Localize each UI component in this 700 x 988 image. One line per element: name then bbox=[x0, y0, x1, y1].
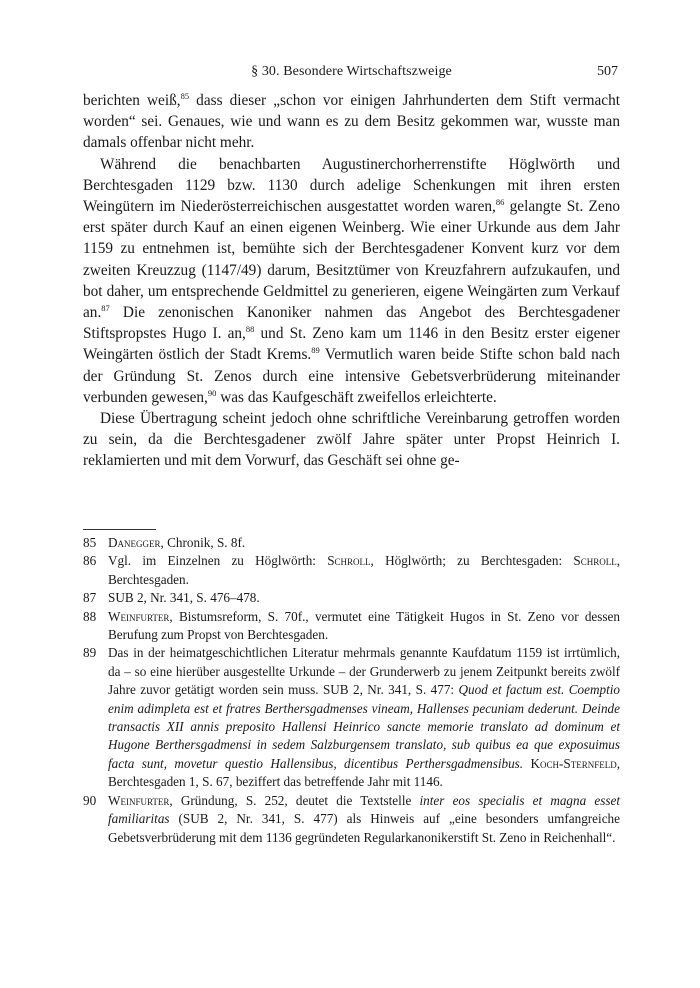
footnote-reference[interactable]: 90 bbox=[207, 387, 217, 398]
footnote-reference[interactable]: 85 bbox=[180, 91, 190, 101]
author-name: Schroll bbox=[573, 553, 617, 569]
footnotes bbox=[83, 534, 620, 847]
latin-quote: inter eos specialis et magna esset familiaritas bbox=[108, 792, 621, 827]
author-name: Koch-Sternfeld bbox=[530, 755, 617, 771]
footnote-number: 89 bbox=[83, 645, 97, 661]
footnote bbox=[83, 608, 620, 645]
main-text bbox=[83, 90, 620, 472]
footnote bbox=[83, 534, 620, 552]
footnote-number: 86 bbox=[83, 553, 97, 569]
footnote-text: Danegger, Chronik, S. 8f. bbox=[108, 535, 246, 550]
running-title: § 30. Besondere Wirtschaftszweige bbox=[251, 64, 452, 79]
footnote-reference[interactable]: 88 bbox=[245, 324, 255, 335]
footnote-reference[interactable]: 87 bbox=[101, 303, 110, 314]
paragraph: Während die benachbarten Augustinerchorherrenstifte Höglwörth und Berchtesgaden 1129 bzw. 1130 durch adelige Schenkungen mit ihren ersten Weingütern im Niederösterreichischen ausgestattet worden waren,$^{86}$ gelangte St. Zeno erst später durch Kauf an einen eigenen Weinberg. Wie einer Urkunde aus dem Jahr 1159 zu entnehmen ist, bemühte sich der Berchtesgadener Konvent kurz vor dem zweiten Kreuzzug (1147/49) darum, Besitztümer von Kreuzfahrern aufzukaufen, und bot daher, um entsprechende Geldmittel zu generieren, eigene Weingärten zum Verkauf an.$^{87}$ Die zenonischen Kanoniker nahmen das Angebot des Berchtesgadener Stiftspropstes Hugo I. an,$^{88}$ und St. Zeno kam um 1146 in den Besitz erster eigener Weingärten östlich der Stadt Krems.$^{89}$ Vermutlich waren beide Stifte schon bald nach der Gründung St. Zenos durch eine intensive Gebetsverbrüderung miteinander verbunden gewesen,$^{90}$ was das Kaufgeschäft zweifellos erleichterte. bbox=[83, 155, 620, 406]
footnote-text: SUB 2, Nr. 341, S. 476–478. bbox=[108, 590, 260, 606]
footnote-reference[interactable]: 89 bbox=[311, 345, 320, 356]
footnote bbox=[83, 589, 620, 607]
footnote bbox=[83, 644, 620, 791]
footnote-number: 85 bbox=[83, 535, 97, 550]
paragraph: Diese Übertragung scheint jedoch ohne schriftliche Vereinbarung getroffen worden zu sein, da die Berchtesgadener zwölf Jahre später unter Propst Heinrich I. reklamierten und mit dem Vorwurf, das Geschäft sei ohne ge- bbox=[83, 410, 620, 470]
footnote-number: 87 bbox=[83, 590, 97, 606]
latin-quote: Quod et factum est. Coemptio enim adimpleta est et fratres Berthersgadmenses vineam, Hallenses pecuniam dederunt. Deinde transactis XII annis preposito Hallensi Heinrico sancte memorie translato ad dominum et Hugone Berthersgadmensi in sedem Salzburgensem translato, sub quibus ea que exposuimus facta sunt, movetur questio Hallensibus, dicentibus Perthersgadmensibus. bbox=[108, 682, 620, 771]
author-name: Weinfurter bbox=[108, 792, 170, 808]
footnote-text: Weinfurter, Gründung, S. 252, deutet die Textstelle inter eos specialis et magna esset familiaritas (SUB 2, Nr. 341, S. 477) als Hinweis auf „eine besonders umfangreiche Gebetsverbrüderung mit dem 1136 gegründeten Regularkanonikerstift St. Zeno in Reichenhall“. bbox=[108, 792, 621, 845]
footnote-text: Vgl. im Einzelnen zu Höglwörth: Schroll, Höglwörth; zu Berchtesgaden: Schroll, Berchtesgaden. bbox=[108, 553, 620, 587]
running-header bbox=[83, 64, 620, 82]
footnote-text: Das in der heimatgeschichtlichen Literatur mehrmals genannte Kaufdatum 1159 ist irrtümlich, da – so eine hierüber ausgestellte Urkunde – der Grunderwerb zu jenem Zeitpunkt bereits zwölf Jahre zuvor getätigt worden sein muss. SUB 2, Nr. 341, S. 477: Quod et factum est. Coemptio enim adimpleta est et fratres Berthersgadmenses vineam, Hallenses pecuniam dederunt. Deinde transactis XII annis preposito Hallensi Heinrico sancte memorie translato ad dominum et Hugone Berthersgadmensi in sedem Salzburgensem translato, sub quibus ea que exposuimus facta sunt, movetur questio Hallensibus, dicentibus Perthersgadmensibus. Koch-Sternfeld, Berchtesgaden 1, S. 67, beziffert das betreffende Jahr mit 1146. bbox=[108, 645, 620, 790]
author-name: Schroll bbox=[327, 553, 371, 569]
author-name: Weinfurter bbox=[108, 608, 170, 624]
footnote-number: 90 bbox=[83, 792, 97, 808]
footnote bbox=[83, 552, 620, 589]
page-number: 507 bbox=[597, 64, 618, 79]
footnote-separator bbox=[83, 529, 156, 530]
footnote-text: Weinfurter, Bistumsreform, S. 70f., vermutet eine Tätigkeit Hugos in St. Zeno vor dessen Berufung zum Propst von Berchtesgaden. bbox=[108, 608, 620, 643]
footnote-reference[interactable]: 86 bbox=[495, 197, 505, 208]
author-name: Danegger bbox=[108, 535, 161, 550]
footnote-number: 88 bbox=[83, 608, 97, 624]
footnote bbox=[83, 792, 620, 847]
paragraph: berichten weiß,$^{85}$ dass dieser „schon vor einigen Jahrhunderten dem Stift vermacht worden“ sei. Genaues, wie und wann es zu dem Besitz gekommen war, wusste man damals offenbar nicht mehr. bbox=[83, 91, 620, 152]
